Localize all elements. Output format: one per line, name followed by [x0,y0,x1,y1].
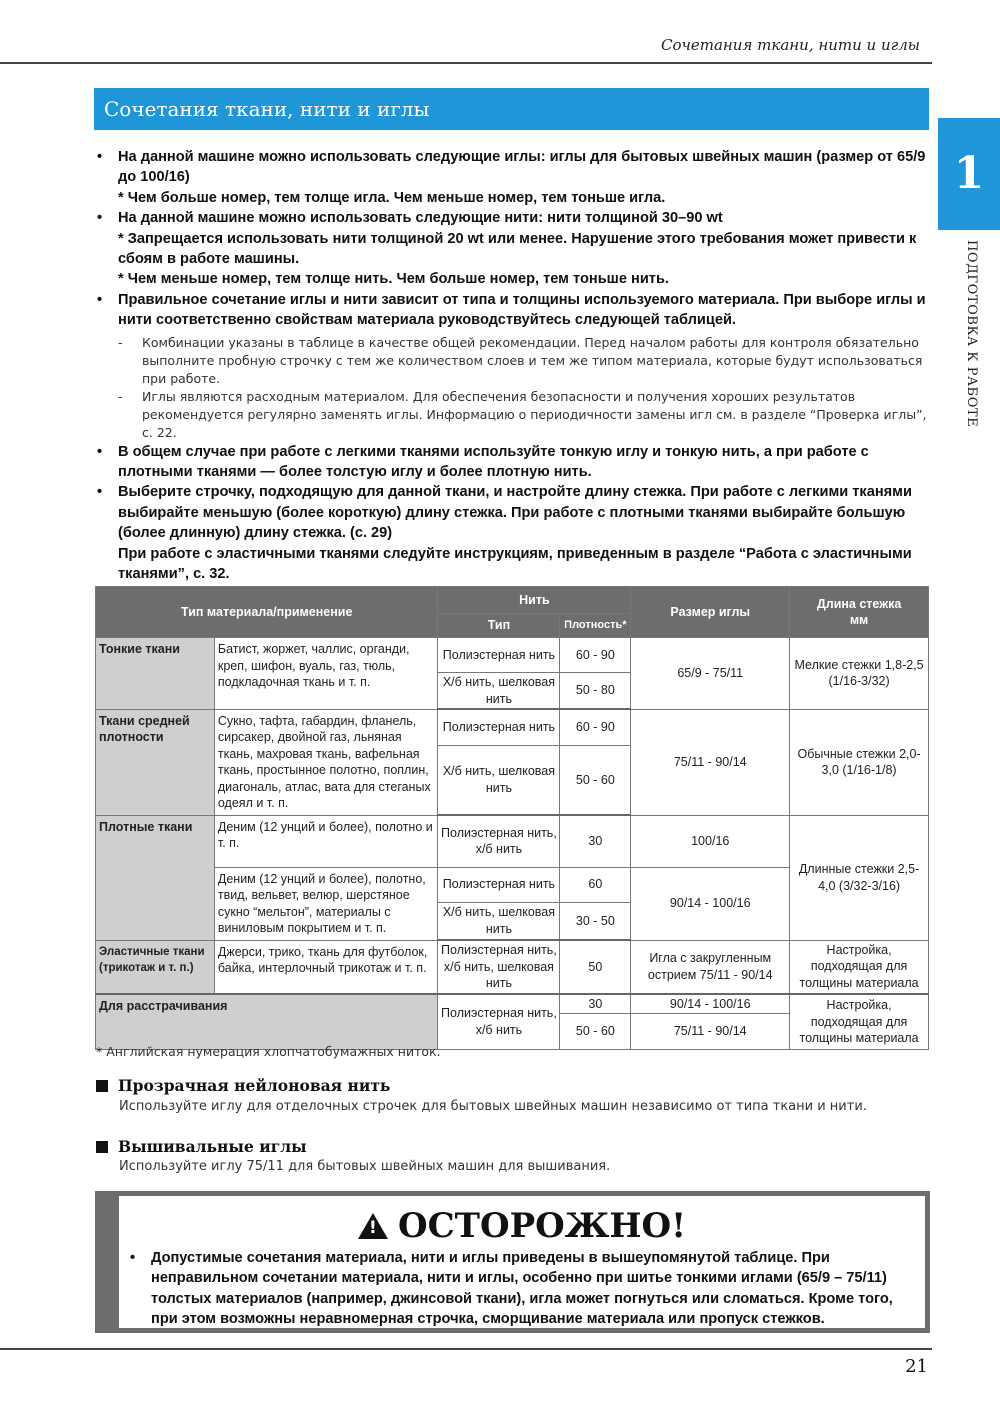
needle-cell: 65/9 - 75/11 [631,638,790,710]
bullet-line: • На данной машине можно использовать следующие нити: нити толщиной 30–90 wt [118,210,723,227]
nylon-title: Прозрачная нейлоновая нить [118,1076,391,1095]
needle-cell: 90/14 - 100/16 [631,994,790,1014]
bullet-line: * Чем больше номер, тем толще игла. Чем меньше номер, тем тоньше игла. [118,189,666,206]
density-cell: 50 - 60 [560,745,631,815]
stitch-cell: Настройка, подходящая для толщины материала [790,940,929,994]
category-topstitch: Для расстрачивания [96,994,438,1050]
application-cell: Сукно, тафта, габардин, фланель, сирсакер, двойной газ, льняная ткань, махровая ткань, вафельная ткань, простынное полотно, поплин, диагональ, атлас, вата для стеганых одеял и т. п. [214,709,438,815]
nylon-heading [96,1076,390,1095]
density-cell: 50 [560,940,631,994]
application-cell: Деним (12 унций и более), полотно, твид, вельвет, велюр, шерстяное сукно “мельтон”, материалы с виниловым покрытием и т. п. [214,867,438,940]
header-needle: Размер иглы [631,587,790,638]
thread-type-cell: Полиэстерная нить, х/б нить [438,815,560,867]
stitch-cell: Обычные стежки 2,0-3,0 (1/16-1/8) [790,709,929,815]
needle-cell: 100/16 [631,815,790,867]
header-stitch [790,587,929,638]
bullet-general [94,442,930,483]
needle-cell: 90/14 - 100/16 [631,867,790,940]
density-cell: 30 [560,994,631,1014]
square-bullet-icon [96,1141,108,1153]
stitch-cell: Настройка, подходящая для толщины материала [790,994,929,1050]
bullet-combination [94,290,930,331]
caution-heading [119,1200,925,1252]
density-cell: 30 - 50 [560,902,631,940]
bullet-stitch [94,482,930,584]
thread-type-cell: Полиэстерная нить, х/б нить [438,994,560,1050]
section-title: Сочетания ткани, нити и иглы [94,88,929,130]
bullet-line: • На данной машине можно использовать следующие иглы: иглы для бытовых швейных машин (размер от 65/9 до 100/16) [118,149,926,186]
bullet-line: * Запрещается использовать нити толщиной 20 wt или менее. Нарушение этого требования может привести к сбоям в работе машины. [118,230,917,268]
needle-cell: 75/11 - 90/14 [631,1014,790,1050]
header-material: Тип материала/применение [96,587,438,638]
note-item: - Комбинации указаны в таблице в качестве общей рекомендации. Перед началом работы для контроля обязательно выполните пробную строчку с тем же количеством слоев и тем же типом материала, которые будут использоваться при работе. [94,334,930,388]
embroidery-title: Вышивальные иглы [118,1137,307,1156]
category-thin: Тонкие ткани [96,638,215,710]
chapter-number: 1 [938,118,1000,230]
bullet-list [94,147,930,585]
density-cell: 60 [560,867,631,902]
chapter-side-label: ПОДГОТОВКА К РАБОТЕ [964,240,979,428]
bullet-line: • В общем случае при работе с легкими тканями используйте тонкую иглу и тонкую нить, а при работе с плотными тканями — более толстую иглу и более плотную нить. [118,443,869,481]
header-stitch-unit: мм [849,613,869,627]
bullet-line: При работе с эластичными тканями следуйте инструкциям, приведенным в разделе “Работа с эластичными тканями”, с. 32. [118,545,912,583]
bullet-line: • Правильное сочетание иглы и нити зависит от типа и толщины используемого материала. При выборе иглы и нити соответственно свойствам материала руководствуйтесь следующей таблицей. [118,291,926,329]
header-density: Плотность* [560,614,631,638]
header-thread-type: Тип [438,614,560,638]
table-footnote: * Английская нумерация хлопчатобумажных ниток. [96,1044,441,1059]
bullet-line: • Выберите строчку, подходящую для данной ткани, и настройте длину стежка. При работе с легкими тканями выбирайте меньшую (более короткую) длину стежка. При работе с плотными тканями выбирайте большую (более длинную) длину стежка. (с. 29) [118,484,912,542]
density-cell: 30 [560,815,631,867]
bullet-line: * Чем меньше номер, тем толще нить. Чем больше номер, тем тоньше нить. [118,271,669,288]
needle-cell: 75/11 - 90/14 [631,709,790,815]
density-cell: 60 - 90 [560,709,631,745]
embroidery-heading [96,1137,307,1156]
square-bullet-icon [96,1080,108,1092]
running-header: Сочетания ткани, нити и иглы [661,36,920,54]
footer-rule [0,1348,932,1350]
thread-type-cell: Х/б нить, шелковая нить [438,902,560,940]
stitch-cell: Мелкие стежки 1,8-2,5 (1/16-3/32) [790,638,929,710]
embroidery-text: Используйте иглу 75/11 для бытовых швейных машин для вышивания. [119,1159,611,1174]
category-medium: Ткани средней плотности [96,709,215,815]
thread-type-cell: Полиэстерная нить [438,638,560,673]
caution-inner [119,1196,925,1328]
caution-text: • Допустимые сочетания материала, нити и иглы приведены в вышеупомянутой таблице. При неправильном сочетании материала, нити и иглы, особенно при шитье тонкими иглами (65/9 – 75/11) толстых материалов (например, джинсовой ткани), игла может погнуться или сломаться. Кроме того, при этом возможны неравномерная строчка, сморщивание материала или пропуск стежков. [127,1248,919,1330]
needle-cell: Игла с закругленным острием 75/11 - 90/14 [631,940,790,994]
stitch-cell: Длинные стежки 2,5-4,0 (3/32-3/16) [790,815,929,940]
density-cell: 60 - 90 [560,638,631,673]
note-item: - Иглы являются расходным материалом. Для обеспечения безопасности и получения хороших результатов рекомендуется регулярно заменять иглы. Информацию о периодичности замены игл см. в разделе “Проверка иглы”, с. 22. [94,388,930,442]
application-cell: Батист, жоржет, чаллис, органди, креп, шифон, вуаль, газ, тюль, подкладочная ткань и т. п. [214,638,438,710]
thread-type-cell: Полиэстерная нить, х/б нить, шелковая нить [438,940,560,994]
bullet-threads [94,208,930,290]
bullet-needles [94,147,930,208]
page-number: 21 [905,1356,928,1377]
application-cell: Деним (12 унций и более), полотно и т. п. [214,815,438,867]
combination-table [95,586,929,1050]
thread-type-cell: Х/б нить, шелковая нить [438,745,560,815]
density-cell: 50 - 60 [560,1014,631,1050]
warning-icon [358,1213,388,1239]
category-heavy: Плотные ткани [96,815,215,940]
category-stretch: Эластичные ткани (трикотаж и т. п.) [96,940,215,994]
thread-type-cell: Полиэстерная нить [438,867,560,902]
application-cell: Джерси, трико, ткань для футболок, байка, интерлочный трикотаж и т. п. [214,940,438,994]
density-cell: 50 - 80 [560,673,631,710]
thread-type-cell: Х/б нить, шелковая нить [438,673,560,710]
header-stitch-label: Длина стежка [816,596,902,611]
caution-box [95,1191,930,1333]
caution-title: ОСТОРОЖНО! [397,1206,687,1246]
thread-type-cell: Полиэстерная нить [438,709,560,745]
header-thread: Нить [438,587,631,614]
nylon-text: Используйте иглу для отделочных строчек для бытовых швейных машин независимо от типа ткани и нити. [119,1099,867,1114]
header-rule [0,62,932,64]
